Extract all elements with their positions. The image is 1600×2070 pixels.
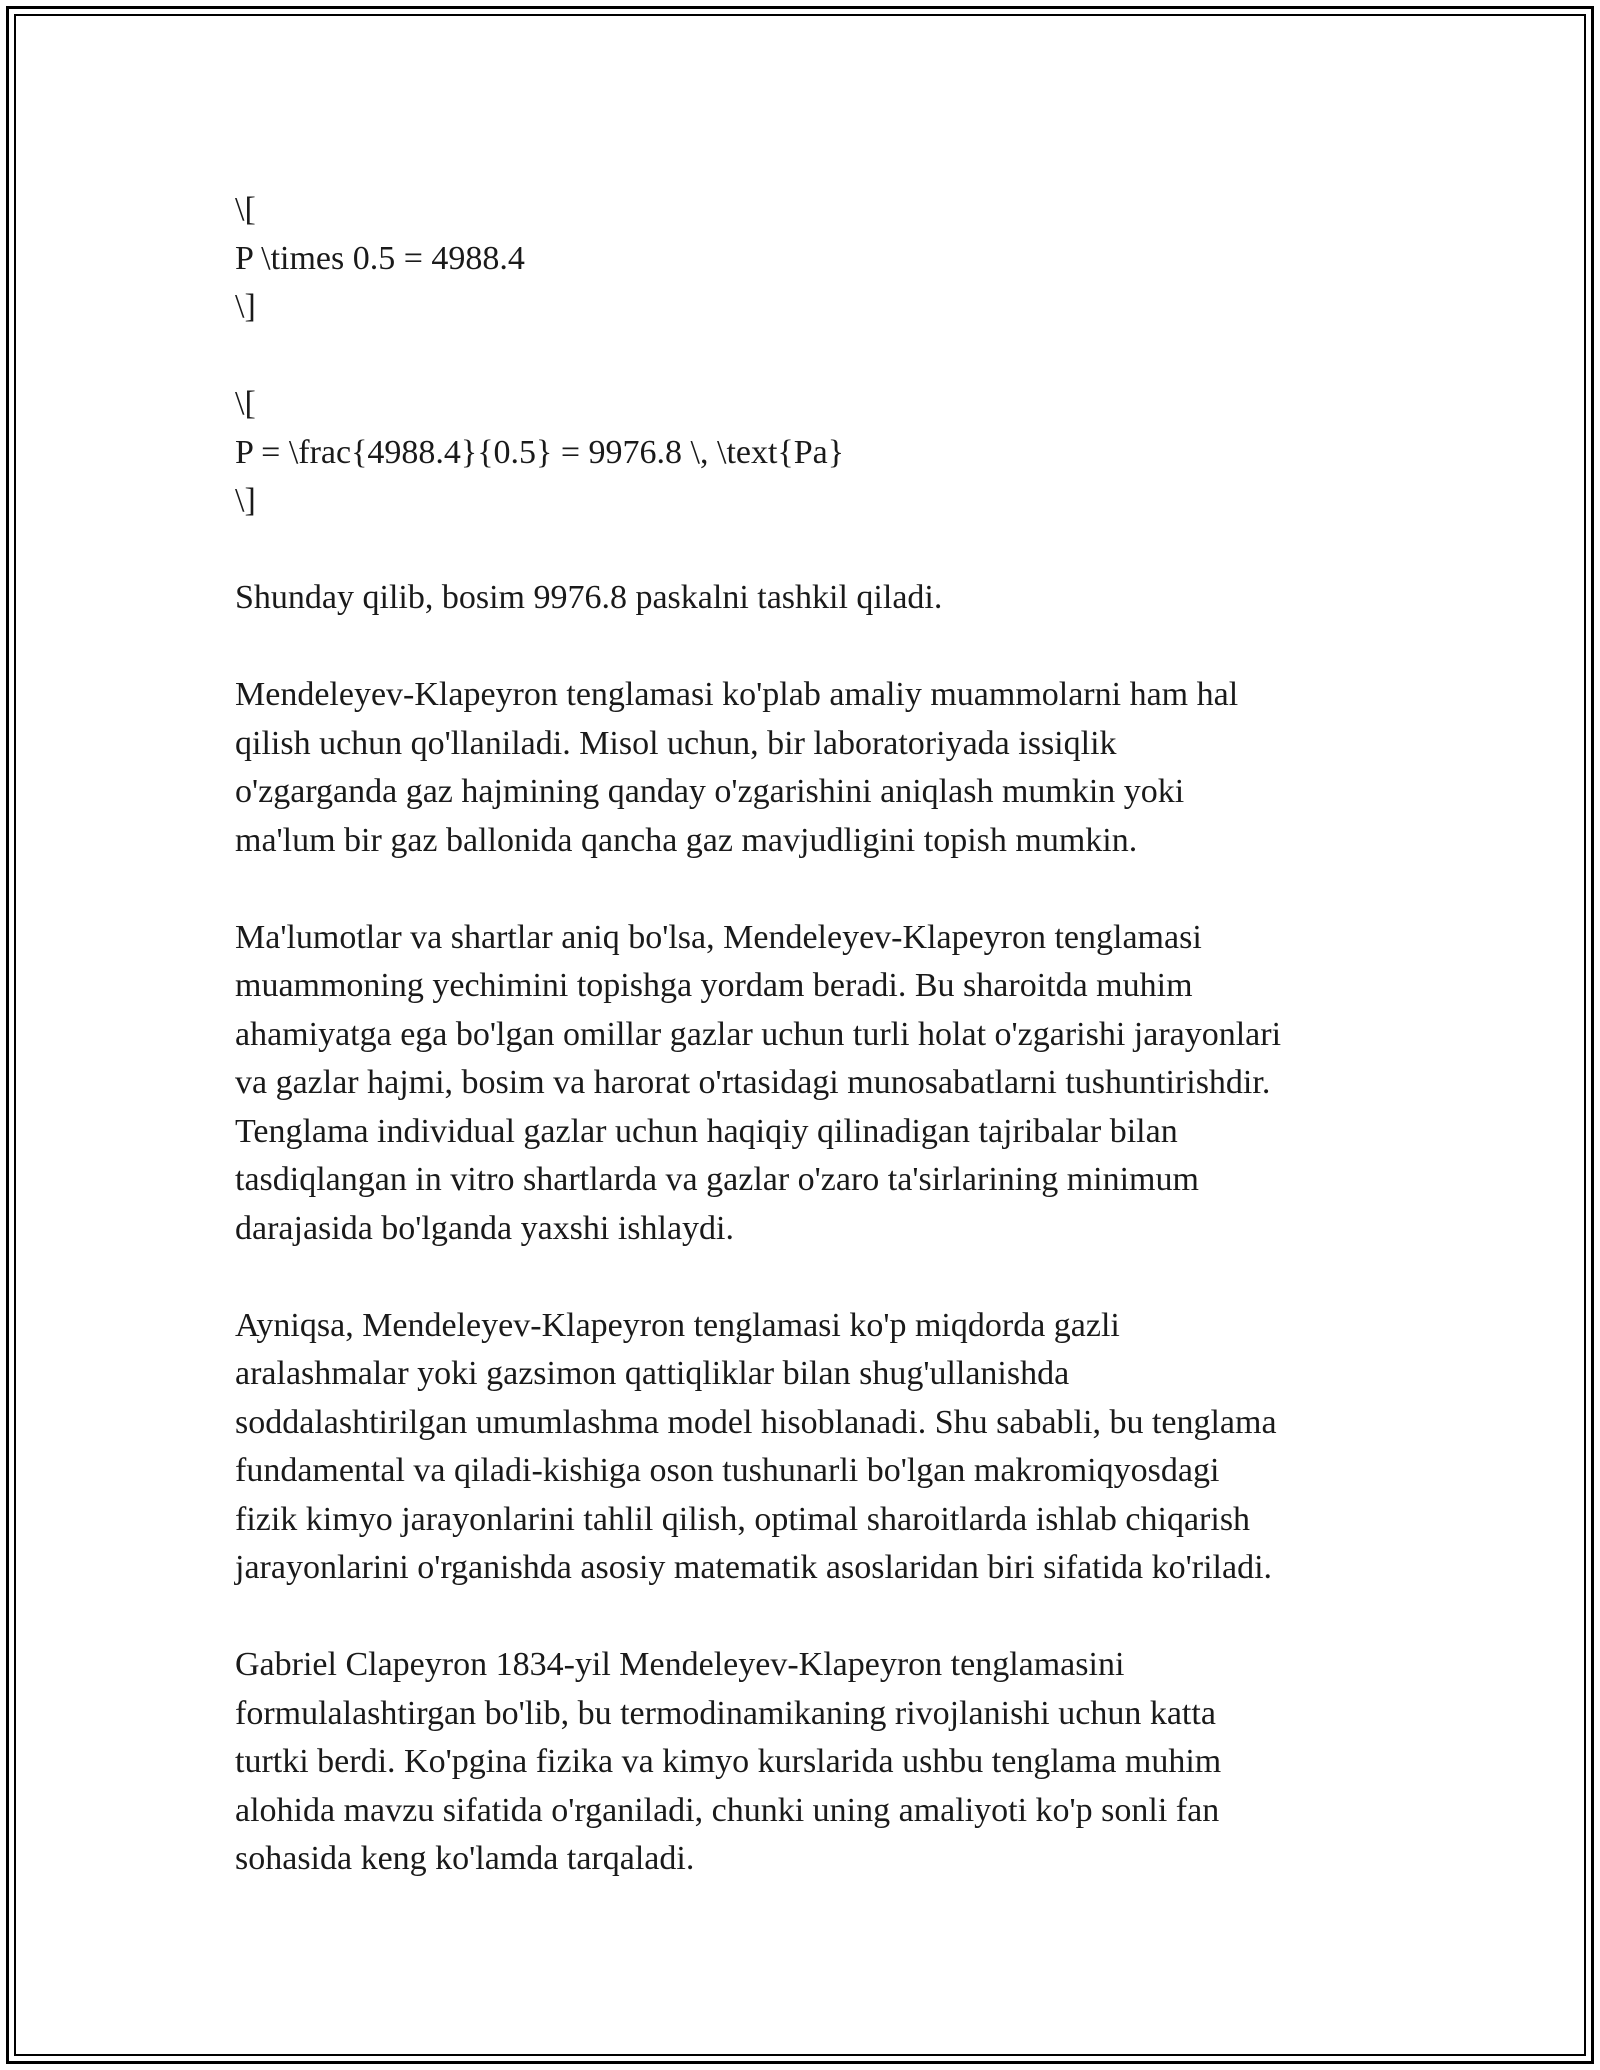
text-line: ahamiyatga ega bo'lgan omillar gazlar uchun turli holat o'zgarishi jarayonlari: [235, 1015, 1282, 1053]
text-line: formulalashtirgan bo'lib, bu termodinamikaning rivojlanishi uchun katta: [235, 1694, 1216, 1732]
text-line: sohasida keng ko'lamda tarqaladi.: [235, 1840, 695, 1877]
math-block-1: [235, 186, 1385, 332]
text-line: aralashmalar yoki gazsimon qattiqliklar bilan shug'ullanishda: [235, 1355, 1070, 1392]
paragraph-conditions: [235, 914, 1385, 1254]
math-equation: P = \frac{4988.4}{0.5} = 9976.8 \, \text{Pa}: [235, 433, 845, 471]
math-close-delimiter: \]: [235, 288, 256, 325]
text-line: alohida mavzu sifatida o'rganiladi, chunki uning amaliyoti ko'p sonli fan: [235, 1791, 1220, 1829]
text-line: va gazlar hajmi, bosim va harorat o'rtasidagi munosabatlarni tushuntirishdir.: [235, 1064, 1271, 1101]
math-open-delimiter: \[: [235, 385, 256, 422]
text-line: soddalashtirilgan umumlashma model hisoblanadi. Shu sababli, bu tenglama: [235, 1403, 1277, 1441]
text-line: muammoning yechimini topishga yordam beradi. Bu sharoitda muhim: [235, 967, 1193, 1004]
text-line: Mendeleyev-Klapeyron tenglamasi ko'plab amaliy muammolarni ham hal: [235, 676, 1239, 713]
text-line: jarayonlarini o'rganishda asosiy matematik asoslaridan biri sifatida ko'riladi.: [235, 1549, 1273, 1586]
text-line: Tenglama individual gazlar uchun haqiqiy qilinadigan tajribalar bilan: [235, 1112, 1178, 1150]
text-line: fundamental va qiladi-kishiga oson tushunarli bo'lgan makromiqyosdagi: [235, 1452, 1220, 1489]
math-close-delimiter: \]: [235, 482, 256, 519]
paragraph-history: [235, 1641, 1385, 1884]
text-line: tasdiqlangan in vitro shartlarda va gazlar o'zaro ta'sirlarining minimum: [235, 1161, 1199, 1198]
paragraph-conclusion: [235, 574, 1385, 623]
text-line: Ma'lumotlar va shartlar aniq bo'lsa, Mendeleyev-Klapeyron tenglamasi: [235, 918, 1202, 956]
text-line: Gabriel Clapeyron 1834-yil Mendeleyev-Klapeyron tenglamasini: [235, 1646, 1125, 1683]
document-body: [235, 186, 1385, 1932]
paragraph-applications: [235, 671, 1385, 865]
text-line: turtki berdi. Ko'pgina fizika va kimyo kurslarida ushbu tenglama muhim: [235, 1743, 1222, 1780]
text-line: fizik kimyo jarayonlarini tahlil qilish, optimal sharoitlarda ishlab chiqarish: [235, 1500, 1251, 1538]
math-block-2: [235, 380, 1385, 526]
text-line: Shunday qilib, bosim 9976.8 paskalni tashkil qiladi.: [235, 579, 943, 616]
text-line: ma'lum bir gaz ballonida qancha gaz mavjudligini topish mumkin.: [235, 821, 1138, 859]
math-open-delimiter: \[: [235, 191, 256, 228]
text-line: o'zgarganda gaz hajmining qanday o'zgarishini aniqlash mumkin yoki: [235, 773, 1185, 810]
paragraph-mixtures: [235, 1302, 1385, 1593]
text-line: Ayniqsa, Mendeleyev-Klapeyron tenglamasi ko'p miqdorda gazli: [235, 1306, 1120, 1344]
text-line: qilish uchun qo'llaniladi. Misol uchun, bir laboratoriyada issiqlik: [235, 724, 1117, 762]
math-equation: P \times 0.5 = 4988.4: [235, 239, 525, 277]
text-line: darajasida bo'lganda yaxshi ishlaydi.: [235, 1209, 734, 1247]
